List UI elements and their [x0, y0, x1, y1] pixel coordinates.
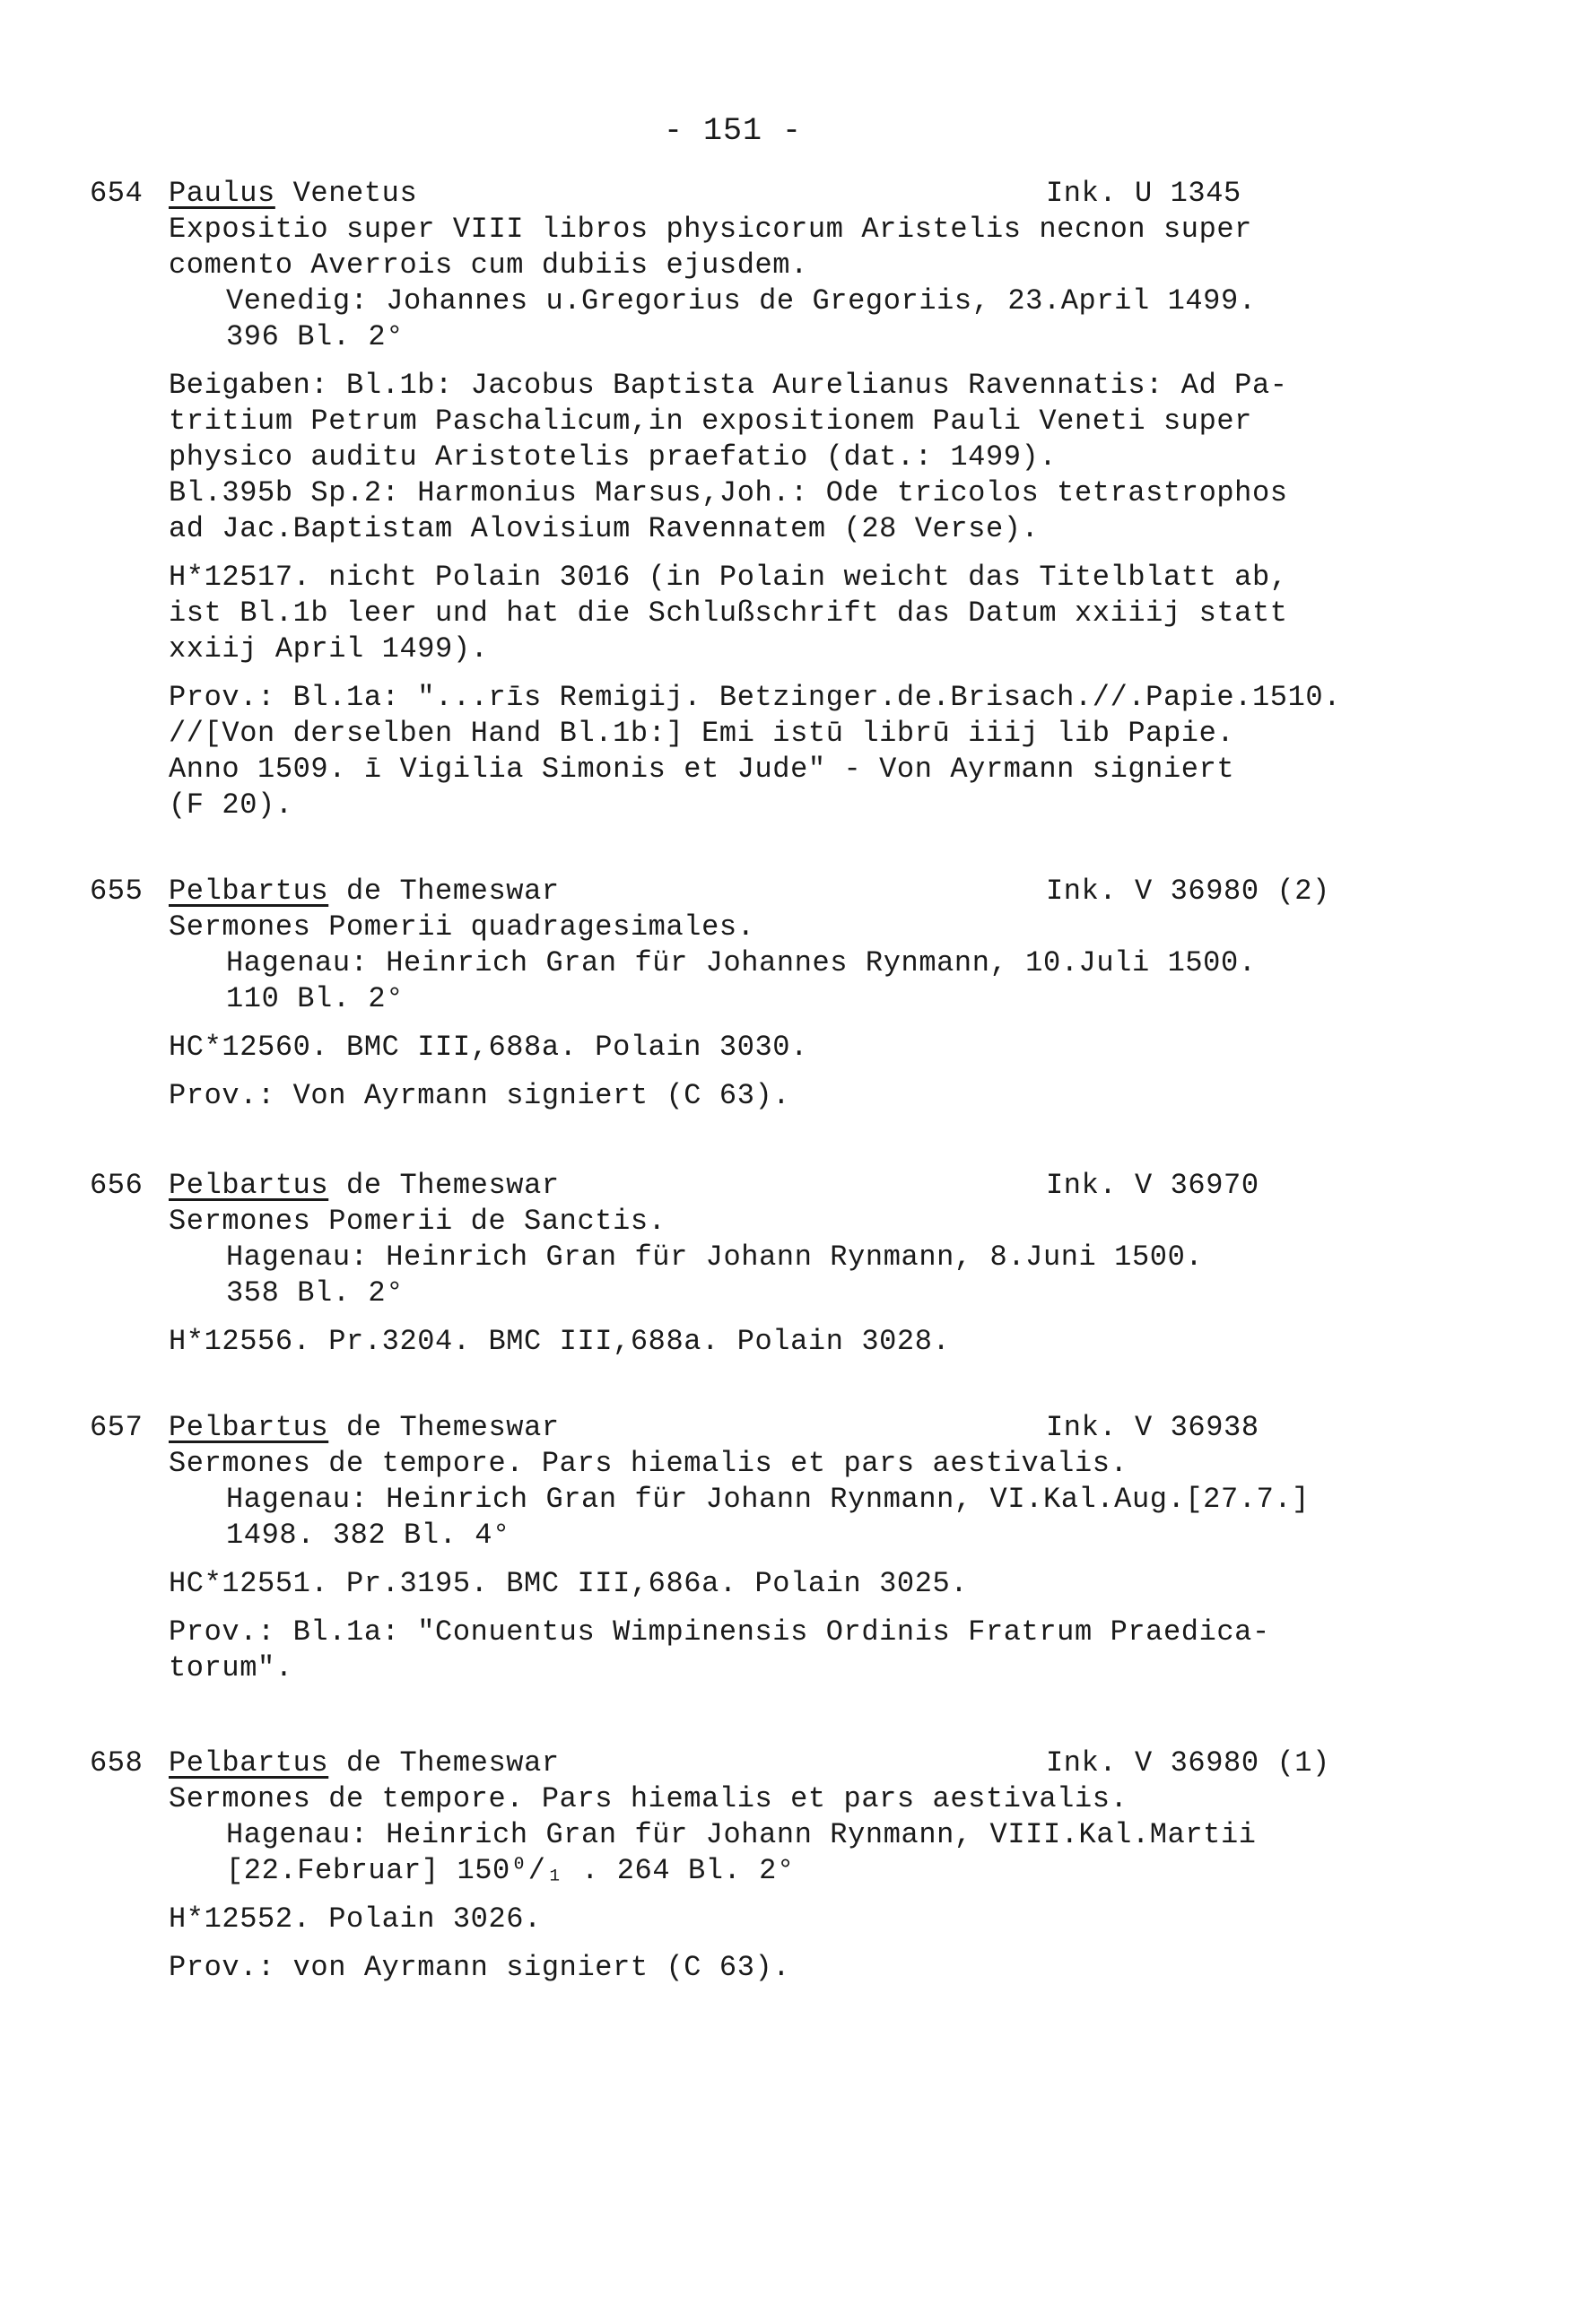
entry-line: tritium Petrum Paschalicum,in expositionem Pauli Veneti super: [169, 405, 1252, 438]
entry-heading: [90, 1410, 1381, 1446]
entry-line: Hagenau: Heinrich Gran für Johann Rynmann, VIII.Kal.Martii: [226, 1818, 1257, 1851]
entry-line: Sermones Pomerii quadragesimales.: [169, 910, 755, 944]
entry-heading: [90, 1168, 1381, 1204]
entry-line: HC*12551. Pr.3195. BMC III,686a. Polain 3025.: [169, 1567, 969, 1600]
catalog-entry-657: [90, 1410, 1381, 1686]
entry-line: H*12517. nicht Polain 3016 (in Polain weicht das Titelblatt ab,: [169, 561, 1288, 594]
entry-line: H*12556. Pr.3204. BMC III,688a. Polain 3028.: [169, 1325, 951, 1358]
entry-line: Beigaben: Bl.1b: Jacobus Baptista Aurelianus Ravennatis: Ad Pa-: [169, 369, 1288, 402]
author-surname: Paulus: [169, 177, 275, 210]
author-rest: de Themeswar: [328, 1169, 560, 1202]
entry-author: [169, 1168, 560, 1204]
shelfmark: Ink. V 36970: [1046, 1169, 1259, 1202]
entry-line: Sermones de tempore. Pars hiemalis et pars aestivalis.: [169, 1447, 1128, 1480]
entry-line: //[Von derselben Hand Bl.1b:] Emi istū librū iiij lib Papie.: [169, 717, 1235, 750]
shelfmark: Ink. V 36980 (1): [1046, 1746, 1330, 1780]
page-number: - 151 -: [664, 113, 803, 149]
entry-line: torum".: [169, 1651, 293, 1684]
entry-line: Prov.: Bl.1a: "...rīs Remigij. Betzinger.de.Brisach.//.Papie.1510.: [169, 681, 1342, 714]
entry-line: physico auditu Aristotelis praefatio (dat.: 1499).: [169, 440, 1058, 474]
entry-line: Prov.: Bl.1a: "Conuentus Wimpinensis Ordinis Fratrum Praedica-: [169, 1615, 1270, 1649]
entry-author: [169, 1410, 560, 1446]
entry-author: [169, 874, 560, 910]
shelfmark: Ink. V 36980 (2): [1046, 875, 1330, 908]
entry-line: ist Bl.1b leer und hat die Schlußschrift das Datum xxiiij statt: [169, 596, 1288, 630]
entry-heading: [90, 1745, 1381, 1781]
catalog-entry-654: [90, 176, 1381, 823]
entry-line: Hagenau: Heinrich Gran für Johann Rynmann, VI.Kal.Aug.[27.7.]: [226, 1483, 1310, 1516]
entry-line: xxiij April 1499).: [169, 632, 489, 666]
entry-heading: [90, 874, 1381, 910]
entry-line: (F 20).: [169, 788, 293, 822]
entry-line: [22.Februar] 150⁰/₁ . 264 Bl. 2°: [226, 1854, 795, 1887]
author-surname: Pelbartus: [169, 1411, 329, 1444]
entry-line: 358 Bl. 2°: [226, 1276, 405, 1310]
entry-line: comento Averrois cum dubiis ejusdem.: [169, 248, 808, 282]
entry-line: 110 Bl. 2°: [226, 982, 405, 1015]
entry-line: H*12552. Polain 3026.: [169, 1902, 542, 1936]
entry-author: [169, 176, 417, 212]
entry-number: 657: [90, 1411, 144, 1444]
author-rest: de Themeswar: [328, 1411, 560, 1444]
catalog-entry-656: [90, 1168, 1381, 1360]
author-rest: Venetus: [274, 177, 418, 210]
entry-line: 396 Bl. 2°: [226, 320, 405, 353]
author-surname: Pelbartus: [169, 875, 329, 908]
author-surname: Pelbartus: [169, 1169, 329, 1202]
entry-author: [169, 1745, 560, 1781]
entry-number: 656: [90, 1169, 144, 1202]
entry-number: 658: [90, 1746, 144, 1780]
entry-line: Prov.: von Ayrmann signiert (C 63).: [169, 1951, 791, 1984]
author-rest: de Themeswar: [328, 875, 560, 908]
entry-line: Hagenau: Heinrich Gran für Johannes Rynmann, 10.Juli 1500.: [226, 946, 1257, 979]
catalog-entry-655: [90, 874, 1381, 1114]
author-surname: Pelbartus: [169, 1746, 329, 1780]
entry-number: 654: [90, 177, 144, 210]
entry-line: Anno 1509. ī Vigilia Simonis et Jude" - Von Ayrmann signiert: [169, 753, 1235, 786]
entry-line: Prov.: Von Ayrmann signiert (C 63).: [169, 1079, 791, 1112]
entry-line: Sermones Pomerii de Sanctis.: [169, 1205, 666, 1238]
entry-number: 655: [90, 875, 144, 908]
shelfmark: Ink. V 36938: [1046, 1411, 1259, 1444]
entry-line: HC*12560. BMC III,688a. Polain 3030.: [169, 1031, 808, 1064]
catalog-entry-658: [90, 1745, 1381, 1986]
entry-line: Sermones de tempore. Pars hiemalis et pars aestivalis.: [169, 1782, 1128, 1815]
author-rest: de Themeswar: [328, 1746, 560, 1780]
entry-line: Bl.395b Sp.2: Harmonius Marsus,Joh.: Ode tricolos tetrastrophos: [169, 476, 1288, 509]
entry-heading: [90, 176, 1381, 212]
entry-line: Hagenau: Heinrich Gran für Johann Rynmann, 8.Juni 1500.: [226, 1240, 1204, 1274]
entry-line: Venedig: Johannes u.Gregorius de Gregoriis, 23.April 1499.: [226, 284, 1257, 318]
shelfmark: Ink. U 1345: [1046, 177, 1241, 210]
entry-line: ad Jac.Baptistam Alovisium Ravennatem (28 Verse).: [169, 512, 1040, 545]
entry-line: 1498. 382 Bl. 4°: [226, 1519, 510, 1552]
entry-line: Expositio super VIII libros physicorum Aristelis necnon super: [169, 213, 1252, 246]
